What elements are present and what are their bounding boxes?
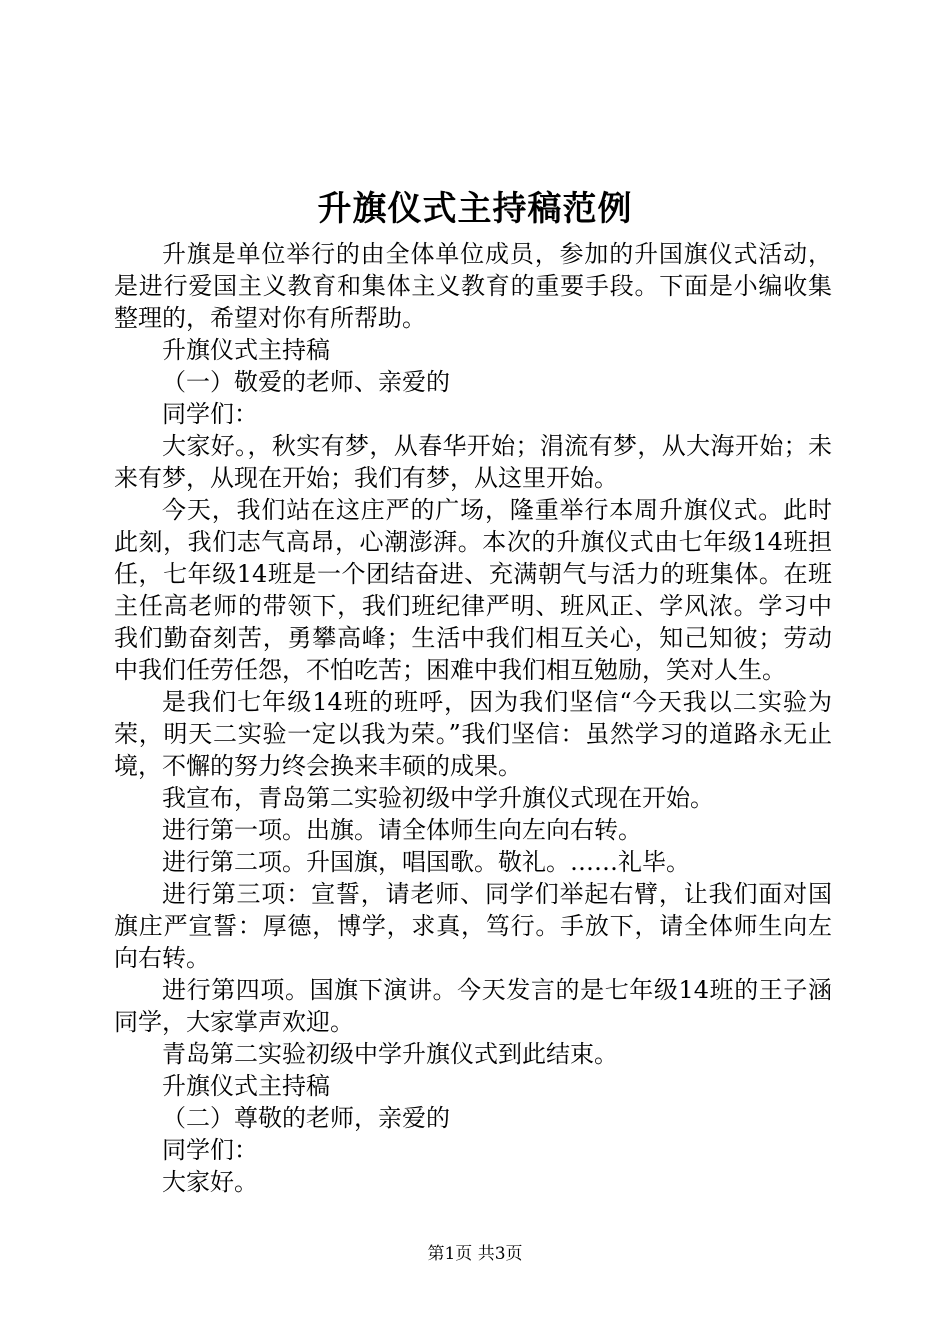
paragraph: 进行第二项。升国旗，唱国歌。敬礼。……礼毕。 xyxy=(162,848,690,876)
paragraph: 升旗仪式主持稿 xyxy=(162,336,330,364)
paragraph: 进行第一项。出旗。请全体师生向左向右转。 xyxy=(162,816,642,844)
paragraph: 升旗是单位举行的由全体单位成员，参加的升国旗仪式活动，是进行爱国主义教育和集体主义教育的重要手段。下面是小编收集整理的，希望对你有所帮助。 xyxy=(114,240,832,332)
document-title: 升旗仪式主持稿范例 xyxy=(317,189,633,229)
paragraph: （一）敬爱的老师、亲爱的 xyxy=(162,368,450,396)
paragraph: 同学们： xyxy=(162,400,258,428)
paragraph: 今天，我们站在这庄严的广场，隆重举行本周升旗仪式。此时此刻，我们志气高昂，心潮澎湃。本次的升旗仪式由七年级14班担任，七年级14班是一个团结奋进、充满朝气与活力的班集体。在班主任高老师的带领下，我们班纪律严明、班风正、学风浓。学习中我们勤奋刻苦，勇攀高峰；生活中我们相互关心，知己知彼；劳动中我们任劳任怨，不怕吃苦；困难中我们相互勉励，笑对人生。 xyxy=(114,496,832,684)
paragraph: 我宣布，青岛第二实验初级中学升旗仪式现在开始。 xyxy=(162,784,714,812)
paragraph: 同学们： xyxy=(162,1136,258,1164)
paragraph: 青岛第二实验初级中学升旗仪式到此结束。 xyxy=(162,1040,618,1068)
page-footer: 第1页 共3页 xyxy=(427,1244,523,1264)
paragraph: （二）尊敬的老师，亲爱的 xyxy=(162,1104,450,1132)
paragraph: 进行第三项：宣誓，请老师、同学们举起右臂，让我们面对国旗庄严宣誓：厚德，博学，求真，笃行。手放下，请全体师生向左向右转。 xyxy=(114,880,832,972)
paragraph: 是我们七年级14班的班呼，因为我们坚信“今天我以二实验为荣，明天二实验一定以我为荣。”我们坚信：虽然学习的道路永无止境，不懈的努力终会换来丰硕的成果。 xyxy=(114,688,832,780)
paragraph: 大家好。 xyxy=(162,1168,258,1196)
paragraph: 进行第四项。国旗下演讲。今天发言的是七年级14班的王子涵同学，大家掌声欢迎。 xyxy=(114,976,832,1036)
paragraph: 升旗仪式主持稿 xyxy=(162,1072,330,1100)
paragraph: 大家好。，秋实有梦，从春华开始；涓流有梦，从大海开始；未来有梦，从现在开始；我们有梦，从这里开始。 xyxy=(114,432,832,492)
document-body xyxy=(114,238,832,1198)
